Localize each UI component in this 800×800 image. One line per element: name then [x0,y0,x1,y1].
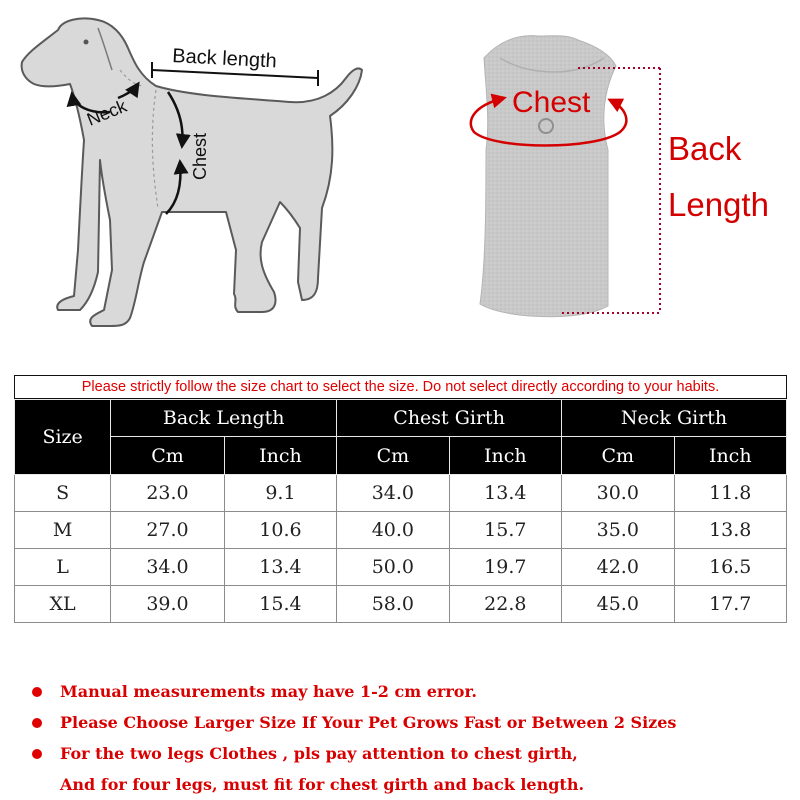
unit-header: Inch [449,437,561,475]
table-row [15,475,787,512]
bullet-dot-icon [32,718,42,728]
garment-vest [480,36,616,317]
value-cell: 34.0 [337,475,449,512]
bullet-dot-icon [32,749,42,759]
table-row [15,586,787,623]
value-cell: 45.0 [562,586,674,623]
value-cell: 30.0 [562,475,674,512]
value-cell: 15.7 [449,512,561,549]
note-item [30,707,790,738]
value-cell: 23.0 [111,475,224,512]
value-cell: 17.7 [674,586,786,623]
back-length-header: Back Length [111,400,337,437]
table-row [15,549,787,586]
value-cell: 50.0 [337,549,449,586]
value-cell: 58.0 [337,586,449,623]
value-cell: 34.0 [111,549,224,586]
unit-header: Cm [337,437,449,475]
value-cell: 15.4 [224,586,336,623]
value-cell: 40.0 [337,512,449,549]
bullet-dot-icon [32,687,42,697]
note-item [30,676,790,707]
dog-chest-label: Chest [190,132,210,180]
value-cell: 13.4 [224,549,336,586]
value-cell: 22.8 [449,586,561,623]
notes-list [30,676,790,800]
unit-header: Inch [224,437,336,475]
measurement-illustrations [0,0,800,360]
note-text: For the two legs Clothes , pls pay attention to chest girth, [60,744,578,763]
value-cell: 13.8 [674,512,786,549]
dog-back-length-label: Back length [171,45,278,73]
value-cell: 16.5 [674,549,786,586]
value-cell: 13.4 [449,475,561,512]
garment-chest-label: Chest [512,86,591,119]
value-cell: 35.0 [562,512,674,549]
value-cell: 10.6 [224,512,336,549]
garment-back-label-line1: Back [668,130,742,167]
value-cell: 19.7 [449,549,561,586]
chest-girth-header: Chest Girth [337,400,562,437]
neck-girth-header: Neck Girth [562,400,787,437]
size-cell: XL [15,586,111,623]
note-item [30,769,790,800]
size-column-header: Size [15,400,111,475]
note-text: Please Choose Larger Size If Your Pet Grows Fast or Between 2 Sizes [60,713,677,732]
value-cell: 9.1 [224,475,336,512]
unit-header: Inch [674,437,786,475]
note-item [30,738,790,769]
size-chart-table [14,399,787,623]
note-text: And for four legs, must fit for chest girth and back length. [60,775,585,794]
value-cell: 27.0 [111,512,224,549]
value-cell: 11.8 [674,475,786,512]
table-row [15,512,787,549]
size-cell: S [15,475,111,512]
value-cell: 42.0 [562,549,674,586]
size-cell: L [15,549,111,586]
unit-header: Cm [111,437,224,475]
garment-back-label-line2: Length [668,186,769,223]
unit-header: Cm [562,437,674,475]
value-cell: 39.0 [111,586,224,623]
size-cell: M [15,512,111,549]
size-warning: Please strictly follow the size chart to select the size. Do not select directly according to your habits. [14,375,787,399]
note-text: Manual measurements may have 1-2 cm error. [60,682,477,701]
dog-neck-label: Neck [84,95,130,130]
